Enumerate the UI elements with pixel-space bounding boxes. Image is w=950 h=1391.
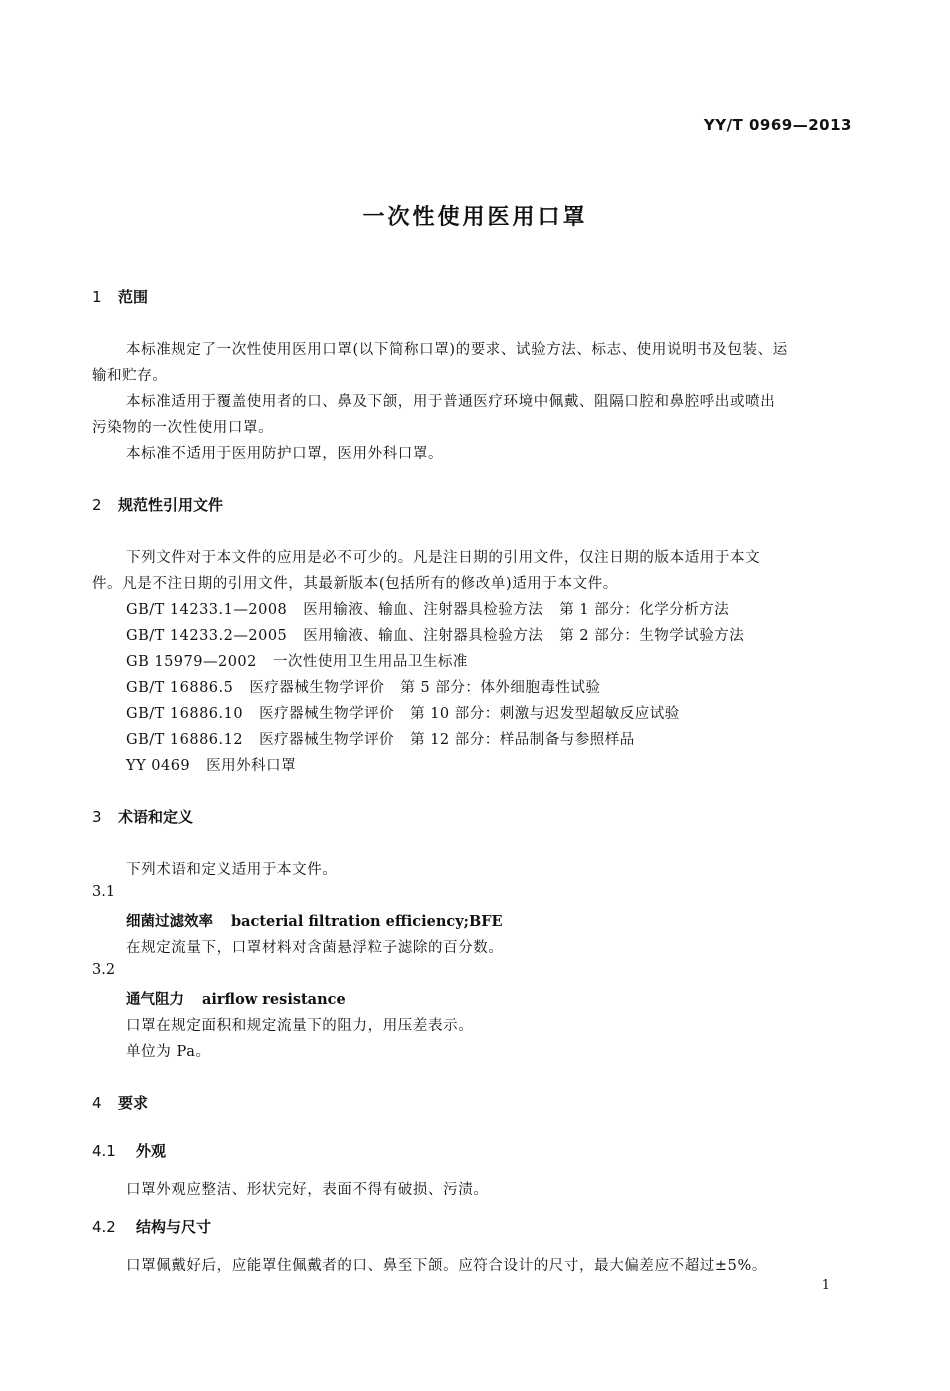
section-title: 范围: [118, 288, 149, 306]
reference-code: GB/T 14233.2—2005: [126, 628, 288, 644]
reference-code: GB/T 16886.12: [126, 732, 244, 748]
reference-title: 一次性使用卫生用品卫生标准: [272, 654, 468, 670]
paragraph: 本标准不适用于医用防护口罩，医用外科口罩。: [126, 446, 444, 462]
reference-code: YY 0469: [126, 758, 191, 774]
standard-number: YY/T 0969—2013: [703, 116, 852, 134]
subsection-number: 4.2: [92, 1218, 116, 1236]
definition-number: 3.1: [92, 884, 116, 900]
subsection-title: 外观: [136, 1142, 167, 1160]
term-en: bacterial filtration efficiency;BFE: [231, 913, 503, 930]
paragraph: 污染物的一次性使用口罩。: [92, 420, 274, 436]
reference-code: GB/T 16886.5: [126, 680, 234, 696]
reference-title: 医用输液、输血、注射器具检验方法: [303, 628, 544, 644]
term-zh: 通气阻力: [126, 991, 184, 1008]
subsection-number: 4.1: [92, 1142, 116, 1160]
reference-code: GB 15979—2002: [126, 654, 257, 670]
definition-text: 口罩在规定面积和规定流量下的阻力，用压差表示。: [126, 1018, 474, 1034]
section-4-heading: [92, 1092, 148, 1113]
reference-item: [126, 598, 729, 619]
reference-title: 医用输液、输血、注射器具检验方法: [303, 602, 544, 618]
paragraph: 下列文件对于本文件的应用是必不可少的。凡是注日期的引用文件，仅注日期的版本适用于本文: [126, 550, 761, 566]
reference-title: 医疗器械生物学评价: [259, 706, 395, 722]
paragraph: 口罩佩戴好后，应能罩住佩戴者的口、鼻至下颌。应符合设计的尺寸，最大偏差应不超过±5%。: [126, 1258, 767, 1274]
section-number: 3: [92, 808, 102, 826]
definition-note: 单位为 Pa。: [126, 1044, 211, 1060]
paragraph: 本标准适用于覆盖使用者的口、鼻及下颌，用于普通医疗环境中佩戴、阻隔口腔和鼻腔呼出或喷出: [126, 394, 776, 410]
reference-part: 第 1 部分：化学分析方法: [559, 602, 730, 618]
section-3-heading: [92, 806, 193, 827]
section-title: 规范性引用文件: [118, 496, 224, 514]
paragraph: 本标准规定了一次性使用医用口罩(以下简称口罩)的要求、试验方法、标志、使用说明书及包装、运: [126, 342, 788, 358]
term-entry: [126, 988, 346, 1009]
reference-code: GB/T 16886.10: [126, 706, 244, 722]
paragraph: 件。凡是不注日期的引用文件，其最新版本(包括所有的修改单)适用于本文件。: [92, 576, 618, 592]
definition-number: 3.2: [92, 962, 116, 978]
reference-item: [126, 624, 744, 645]
reference-item: [126, 676, 600, 697]
definition-text: 在规定流量下，口罩材料对含菌悬浮粒子滤除的百分数。: [126, 940, 504, 956]
reference-part: 第 12 部分：样品制备与参照样品: [410, 732, 635, 748]
reference-title: 医疗器械生物学评价: [249, 680, 385, 696]
section-title: 术语和定义: [118, 808, 194, 826]
reference-title: 医疗器械生物学评价: [259, 732, 395, 748]
reference-item: [126, 754, 296, 775]
term-zh: 细菌过滤效率: [126, 913, 213, 930]
document-title: 一次性使用医用口罩: [362, 205, 588, 230]
reference-part: 第 2 部分：生物学试验方法: [559, 628, 745, 644]
paragraph: 口罩外观应整洁、形状完好，表面不得有破损、污渍。: [126, 1182, 489, 1198]
term-en: airflow resistance: [202, 991, 346, 1008]
section-2-heading: [92, 494, 223, 515]
reference-item: [126, 702, 680, 723]
subsection-4-1-heading: [92, 1140, 166, 1161]
reference-code: GB/T 14233.1—2008: [126, 602, 288, 618]
section-number: 4: [92, 1094, 102, 1112]
reference-part: 第 5 部分：体外细胞毒性试验: [400, 680, 601, 696]
reference-title: 医用外科口罩: [206, 758, 297, 774]
section-number: 1: [92, 288, 102, 306]
paragraph: 输和贮存。: [92, 368, 168, 384]
reference-item: [126, 728, 635, 749]
reference-part: 第 10 部分：刺激与迟发型超敏反应试验: [410, 706, 680, 722]
reference-item: [126, 650, 468, 671]
paragraph: 下列术语和定义适用于本文件。: [126, 862, 338, 878]
term-entry: [126, 910, 503, 931]
section-number: 2: [92, 496, 102, 514]
subsection-title: 结构与尺寸: [136, 1218, 212, 1236]
section-title: 要求: [118, 1094, 149, 1112]
subsection-4-2-heading: [92, 1216, 211, 1237]
page-number: 1: [821, 1278, 830, 1293]
section-1-heading: [92, 286, 148, 307]
